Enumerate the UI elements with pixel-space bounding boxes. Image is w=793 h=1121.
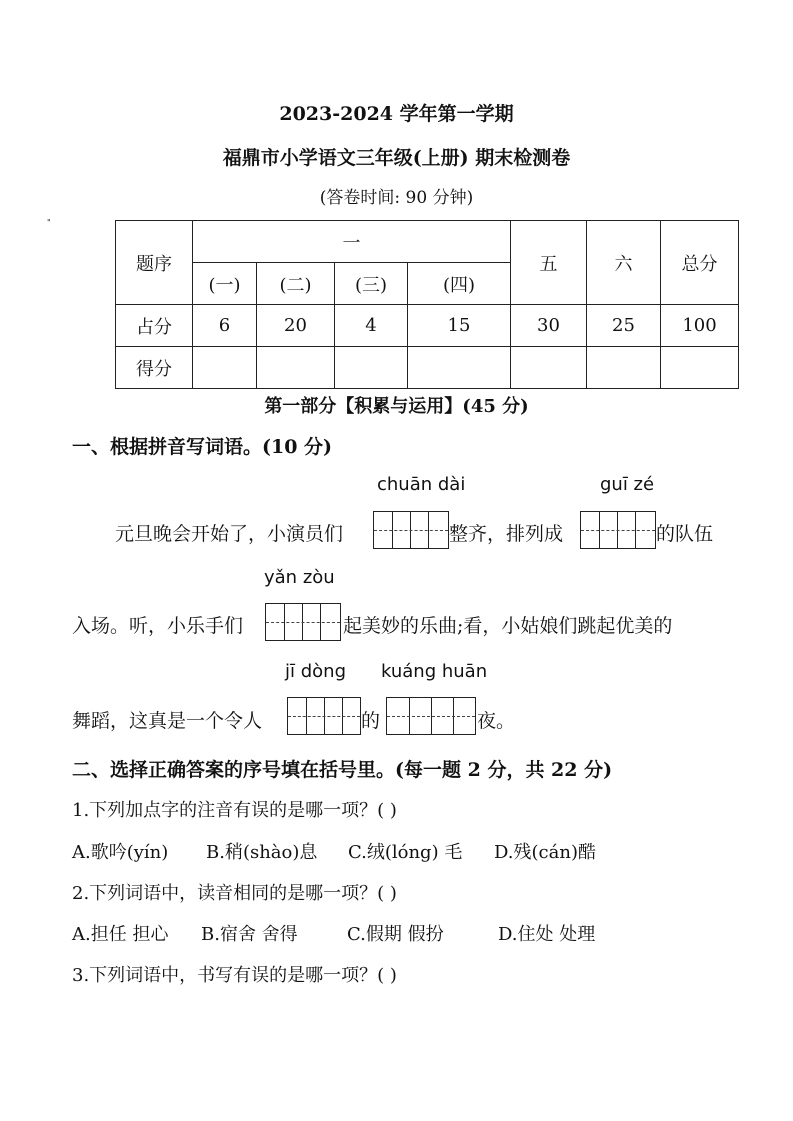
score-input-cell[interactable] bbox=[587, 347, 661, 389]
q1-line3-text-b: 的 bbox=[361, 710, 381, 732]
answer-grid-chuandai[interactable] bbox=[373, 511, 449, 549]
pinyin-chuandai: chuān dài bbox=[377, 474, 466, 495]
row-label-got: 得分 bbox=[116, 347, 193, 389]
pinyin-kuanghuan: kuáng huān bbox=[381, 661, 488, 682]
q1-line1-text-a: 元旦晚会开始了，小演员们 bbox=[115, 523, 344, 545]
stray-mark: " bbox=[47, 218, 51, 227]
col-six-header: 六 bbox=[587, 221, 661, 305]
row-label-points: 占分 bbox=[116, 305, 193, 347]
points-cell: 20 bbox=[257, 305, 335, 347]
q2-item2-option-b[interactable]: B.宿舍 舍得 bbox=[201, 924, 298, 945]
pinyin-yanzou: yǎn zòu bbox=[264, 567, 335, 588]
points-cell: 6 bbox=[193, 305, 257, 347]
q2-item1-option-d[interactable]: D.残(cán)酷 bbox=[494, 842, 596, 863]
points-cell: 4 bbox=[335, 305, 408, 347]
q2-item2-question: 2.下列词语中，读音相同的是哪一项？( ) bbox=[72, 883, 397, 904]
group-one-header: 一 bbox=[193, 221, 511, 263]
q1-line3-text-c: 夜。 bbox=[477, 710, 516, 732]
score-table bbox=[115, 220, 739, 389]
q1-line2-text-b: 起美妙的乐曲;看，小姑娘们跳起优美的 bbox=[343, 615, 673, 637]
sub-header: (三) bbox=[335, 263, 408, 305]
points-cell: 25 bbox=[587, 305, 661, 347]
answer-grid-yanzou[interactable] bbox=[265, 603, 341, 641]
score-input-cell[interactable] bbox=[257, 347, 335, 389]
answer-grid-guize[interactable] bbox=[580, 511, 656, 549]
exam-year: 2023-2024 学年第一学期 bbox=[279, 103, 514, 125]
score-input-cell[interactable] bbox=[335, 347, 408, 389]
q2-item2-option-a[interactable]: A.担任 担心 bbox=[72, 924, 169, 945]
score-input-cell[interactable] bbox=[408, 347, 511, 389]
q2-item2-option-d[interactable]: D.住处 处理 bbox=[498, 924, 596, 945]
sub-header: (二) bbox=[257, 263, 335, 305]
answer-grid-kuanghuan[interactable] bbox=[386, 697, 476, 735]
q2-item1-option-a[interactable]: A.歌吟(yín) bbox=[72, 842, 169, 863]
q2-item1-option-b[interactable]: B.稍(shào)息 bbox=[206, 842, 318, 863]
row-label-order: 题序 bbox=[116, 221, 193, 305]
col-five-header: 五 bbox=[511, 221, 587, 305]
q1-heading: 一、根据拼音写词语。(10 分) bbox=[72, 436, 333, 458]
answer-grid-jidong[interactable] bbox=[287, 697, 361, 735]
score-input-cell[interactable] bbox=[511, 347, 587, 389]
q2-heading: 二、选择正确答案的序号填在括号里。(每一题 2 分，共 22 分) bbox=[72, 759, 613, 781]
part-one-heading: 第一部分【积累与运用】(45 分) bbox=[264, 396, 529, 417]
score-input-cell[interactable] bbox=[193, 347, 257, 389]
q2-item1-option-c[interactable]: C.绒(lóng) 毛 bbox=[348, 842, 463, 863]
sub-header: (四) bbox=[408, 263, 511, 305]
q2-item2-option-c[interactable]: C.假期 假扮 bbox=[347, 924, 444, 945]
q1-line2-text-a: 入场。听，小乐手们 bbox=[72, 615, 244, 637]
score-input-cell[interactable] bbox=[661, 347, 739, 389]
q1-line1-text-c: 的队伍 bbox=[656, 523, 714, 545]
pinyin-jidong: jī dòng bbox=[285, 661, 346, 682]
pinyin-guize: guī zé bbox=[600, 474, 655, 495]
q1-line3-text-a: 舞蹈，这真是一个令人 bbox=[72, 710, 263, 732]
q2-item1-question: 1.下列加点字的注音有误的是哪一项？( ) bbox=[72, 800, 397, 821]
q2-item3-question: 3.下列词语中，书写有误的是哪一项？( ) bbox=[72, 965, 397, 986]
q1-line1-text-b: 整齐，排列成 bbox=[449, 523, 564, 545]
points-cell: 100 bbox=[661, 305, 739, 347]
points-cell: 30 bbox=[511, 305, 587, 347]
sub-header: (一) bbox=[193, 263, 257, 305]
exam-title: 福鼎市小学语文三年级(上册) 期末检测卷 bbox=[222, 147, 571, 169]
exam-time: (答卷时间: 90 分钟) bbox=[319, 188, 474, 208]
total-header: 总分 bbox=[661, 221, 739, 305]
points-cell: 15 bbox=[408, 305, 511, 347]
